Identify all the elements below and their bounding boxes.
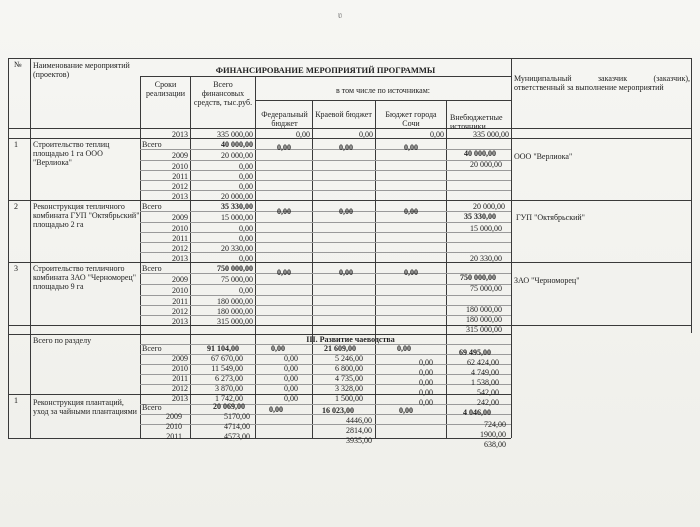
razdel-total-2013: 1 742,00 [215, 394, 243, 403]
razdel-all-total: 91 104,00 [207, 344, 239, 353]
p1-total-2013: 20 000,00 [221, 192, 253, 201]
p2-all-off: 35 330,00 [464, 212, 496, 221]
header-federal: Федеральный бюджет [261, 110, 308, 128]
razdel-reg-2011: 4 735,00 [335, 374, 363, 383]
razdel-year-2012: 2012 [172, 384, 188, 393]
p3-off-2013: 315 000,00 [466, 325, 502, 334]
p1-total-2012: 0,00 [239, 182, 253, 191]
p4-all-city: 0,00 [399, 406, 413, 415]
p4-off-2010: 1900,00 [480, 430, 506, 439]
top-city: 0,00 [430, 130, 444, 139]
razdel-fed-2010: 0,00 [284, 364, 298, 373]
section-title: III. Развитие чаеводства [306, 335, 395, 344]
header-num: № [14, 60, 22, 69]
p3-year-2011: 2011 [172, 297, 188, 306]
razdel-year-2013: 2013 [172, 394, 188, 403]
p1-all-fed: 0,00 [277, 143, 291, 152]
p4-year-2011: 2011 [166, 432, 182, 441]
razdel-city-2011: 0,00 [419, 378, 433, 387]
p1-customer: ООО "Верлиока" [514, 152, 573, 161]
razdel-off-2012: 542,00 [477, 388, 499, 397]
p2-customer: ГУП "Октябрьский" [516, 213, 585, 222]
header-offbudget: Внебюджетные источники [450, 113, 503, 131]
p3-year-2010: 2010 [172, 286, 188, 295]
p1-year-2011: 2011 [172, 172, 188, 181]
vline-right [691, 58, 692, 333]
header-sources: в том числе по источникам: [336, 86, 430, 95]
top-off: 335 000,00 [473, 130, 509, 139]
p1-all-city: 0,00 [404, 143, 418, 152]
p1-total-2011: 0,00 [239, 172, 253, 181]
razdel-fed-2012: 0,00 [284, 384, 298, 393]
vline-left [8, 58, 9, 438]
p2-year-2009: 2009 [172, 213, 188, 222]
p1-total-2010: 0,00 [239, 162, 253, 171]
razdel-all-off: 69 495,00 [459, 348, 491, 357]
p2-num: 2 [14, 202, 18, 211]
razdel-off-2009: 62 424,00 [467, 358, 499, 367]
top-fed: 0,00 [296, 130, 310, 139]
p1-year-2009: 2009 [172, 151, 188, 160]
header-terms: Сроки реализации [145, 80, 186, 98]
p2-year-2013: 2013 [172, 254, 188, 263]
p4-total-2010: 4714,00 [224, 422, 250, 431]
p3-all-total: 750 000,00 [217, 264, 253, 273]
razdel-off-2010: 4 749,00 [471, 368, 499, 377]
razdel-fed-2009: 0,00 [284, 354, 298, 363]
p2-all-city: 0,00 [404, 207, 418, 216]
header-city: Бюджет города Сочи [385, 110, 437, 128]
p4-year-2009: 2009 [166, 412, 182, 421]
page-mark: ʋ [338, 10, 343, 20]
header-name: Наименование мероприятий (проектов) [33, 61, 130, 79]
razdel-year-2011: 2011 [172, 374, 188, 383]
top-total: 335 000,00 [217, 130, 253, 139]
razdel-off-2013: 242,00 [477, 398, 499, 407]
p3-total-2010: 0,00 [239, 286, 253, 295]
p1-year-2012: 2012 [172, 182, 188, 191]
razdel-reg-2012: 3 328,00 [335, 384, 363, 393]
table-border-top [8, 58, 691, 59]
razdel-total-2009: 67 670,00 [211, 354, 243, 363]
hline-r14 [140, 295, 511, 296]
p3-off-2012: 180 000,00 [466, 315, 502, 324]
p4-all-off: 4 046,00 [463, 408, 491, 417]
p3-year-2009: 2009 [172, 275, 188, 284]
header-customer: Муниципальный заказчик (заказчик), ответственный за выполнение мероприятий [514, 74, 690, 92]
razdel-fed-2013: 0,00 [284, 394, 298, 403]
razdel-total-2011: 6 273,00 [215, 374, 243, 383]
p3-total-2011: 180 000,00 [217, 297, 253, 306]
p4-name: Реконструкция плантаций, уход за чайными плантациями [33, 398, 137, 416]
razdel-fed-2011: 0,00 [284, 374, 298, 383]
p3-all-city: 0,00 [404, 268, 418, 277]
razdel-all-reg: 21 609,00 [324, 344, 356, 353]
p4-all-reg: 16 023,00 [322, 406, 354, 415]
p2-off-4: 20 330,00 [470, 254, 502, 263]
vline-off [511, 58, 512, 438]
p1-name: Строительство теплиц площадью 1 га ООО "Верлиока" [33, 140, 110, 167]
p2-all-fed: 0,00 [277, 207, 291, 216]
hline-p2-top [8, 200, 691, 201]
p4-all-fed: 0,00 [269, 405, 283, 414]
header-regional: Краевой бюджет [315, 110, 372, 119]
razdel-city-2009: 0,00 [419, 358, 433, 367]
razdel-city-2012: 0,00 [419, 388, 433, 397]
p2-year-2012: 2012 [172, 244, 188, 253]
p4-reg-2009: 4446,00 [346, 416, 372, 425]
razdel-off-2011: 1 538,00 [471, 378, 499, 387]
hline-p3-top [8, 262, 691, 263]
p1-total-2009: 20 000,00 [221, 151, 253, 160]
p2-name: Реконструкция тепличного комбината ГУП "Октябрьский" площадью 2 га [33, 202, 140, 229]
p3-all-label: Всего [142, 264, 162, 273]
p2-total-2013: 0,00 [239, 254, 253, 263]
p4-reg-2010: 2814,00 [346, 426, 372, 435]
top-year: 2013 [172, 130, 188, 139]
p3-year-2012: 2012 [172, 307, 188, 316]
hline-bottom [8, 438, 511, 439]
p4-off-2009: 724,00 [484, 420, 506, 429]
p2-off-0: 20 000,00 [473, 202, 505, 211]
razdel-label: Всего по разделу [33, 336, 92, 345]
razdel-city-2010: 0,00 [419, 368, 433, 377]
hline-fin [140, 76, 511, 77]
hline-sources [255, 100, 511, 101]
razdel-reg-2010: 6 800,00 [335, 364, 363, 373]
p3-off-2009: 75 000,00 [470, 284, 502, 293]
hline-r8 [140, 222, 511, 223]
p4-off-2011: 638,00 [484, 440, 506, 449]
p3-all-reg: 0,00 [339, 268, 353, 277]
p4-total-2009: 5170,00 [224, 412, 250, 421]
p1-off-2009: 20 000,00 [470, 160, 502, 169]
razdel-total-2010: 11 549,00 [211, 364, 243, 373]
razdel-reg-2009: 5 246,00 [335, 354, 363, 363]
p2-all-total: 35 330,00 [221, 202, 253, 211]
razdel-year-2010: 2010 [172, 364, 188, 373]
p1-year-2013: 2013 [172, 192, 188, 201]
razdel-year-2009: 2009 [172, 354, 188, 363]
vline-num [30, 58, 31, 438]
p2-off-1: 15 000,00 [470, 224, 502, 233]
p3-all-fed: 0,00 [277, 268, 291, 277]
p2-all-label: Всего [142, 202, 162, 211]
p3-name: Строительство тепличного комбината ЗАО "Черноморец" площадью 9 га [33, 264, 136, 291]
p1-all-label: Всего [142, 140, 162, 149]
razdel-all-label: Всего [142, 344, 162, 353]
razdel-city-2013: 0,00 [419, 398, 433, 407]
p3-year-2013: 2013 [172, 317, 188, 326]
p4-all-label: Всего [142, 403, 162, 412]
p1-all-off: 40 000,00 [464, 149, 496, 158]
p2-year-2010: 2010 [172, 224, 188, 233]
header-total: Всего финансовых средств, тыс.руб. [193, 80, 253, 107]
razdel-all-fed: 0,00 [271, 344, 285, 353]
p4-total-2011: 4573,00 [224, 432, 250, 441]
p3-num: 3 [14, 264, 18, 273]
p3-customer: ЗАО "Черноморец" [514, 276, 580, 285]
p1-all-reg: 0,00 [339, 143, 353, 152]
p2-total-2010: 0,00 [239, 224, 253, 233]
hline-section-top [8, 325, 691, 326]
p4-year-2010: 2010 [166, 422, 182, 431]
p3-total-2012: 180 000,00 [217, 307, 253, 316]
p4-all-total: 20 069,00 [213, 402, 245, 411]
p3-off-2011: 180 000,00 [466, 305, 502, 314]
header-financing: ФИНАНСИРОВАНИЕ МЕРОПРИЯТИЙ ПРОГРАММЫ [215, 65, 436, 75]
top-reg: 0,00 [359, 130, 373, 139]
p2-total-2012: 20 330,00 [221, 244, 253, 253]
p3-total-2013: 315 000,00 [217, 317, 253, 326]
razdel-all-city: 0,00 [397, 344, 411, 353]
p3-total-2009: 75 000,00 [221, 275, 253, 284]
p4-reg-2011: 3935,00 [346, 436, 372, 445]
p1-year-2010: 2010 [172, 162, 188, 171]
p1-all-total: 40 000,00 [221, 140, 253, 149]
p4-num: 1 [14, 396, 18, 405]
p2-year-2011: 2011 [172, 234, 188, 243]
p1-num: 1 [14, 140, 18, 149]
header-bottom-line [8, 128, 691, 129]
razdel-reg-2013: 1 500,00 [335, 394, 363, 403]
p2-all-reg: 0,00 [339, 207, 353, 216]
p3-all-off: 750 000,00 [460, 273, 496, 282]
p2-total-2011: 0,00 [239, 234, 253, 243]
p2-total-2009: 15 000,00 [221, 213, 253, 222]
razdel-total-2012: 3 870,00 [215, 384, 243, 393]
